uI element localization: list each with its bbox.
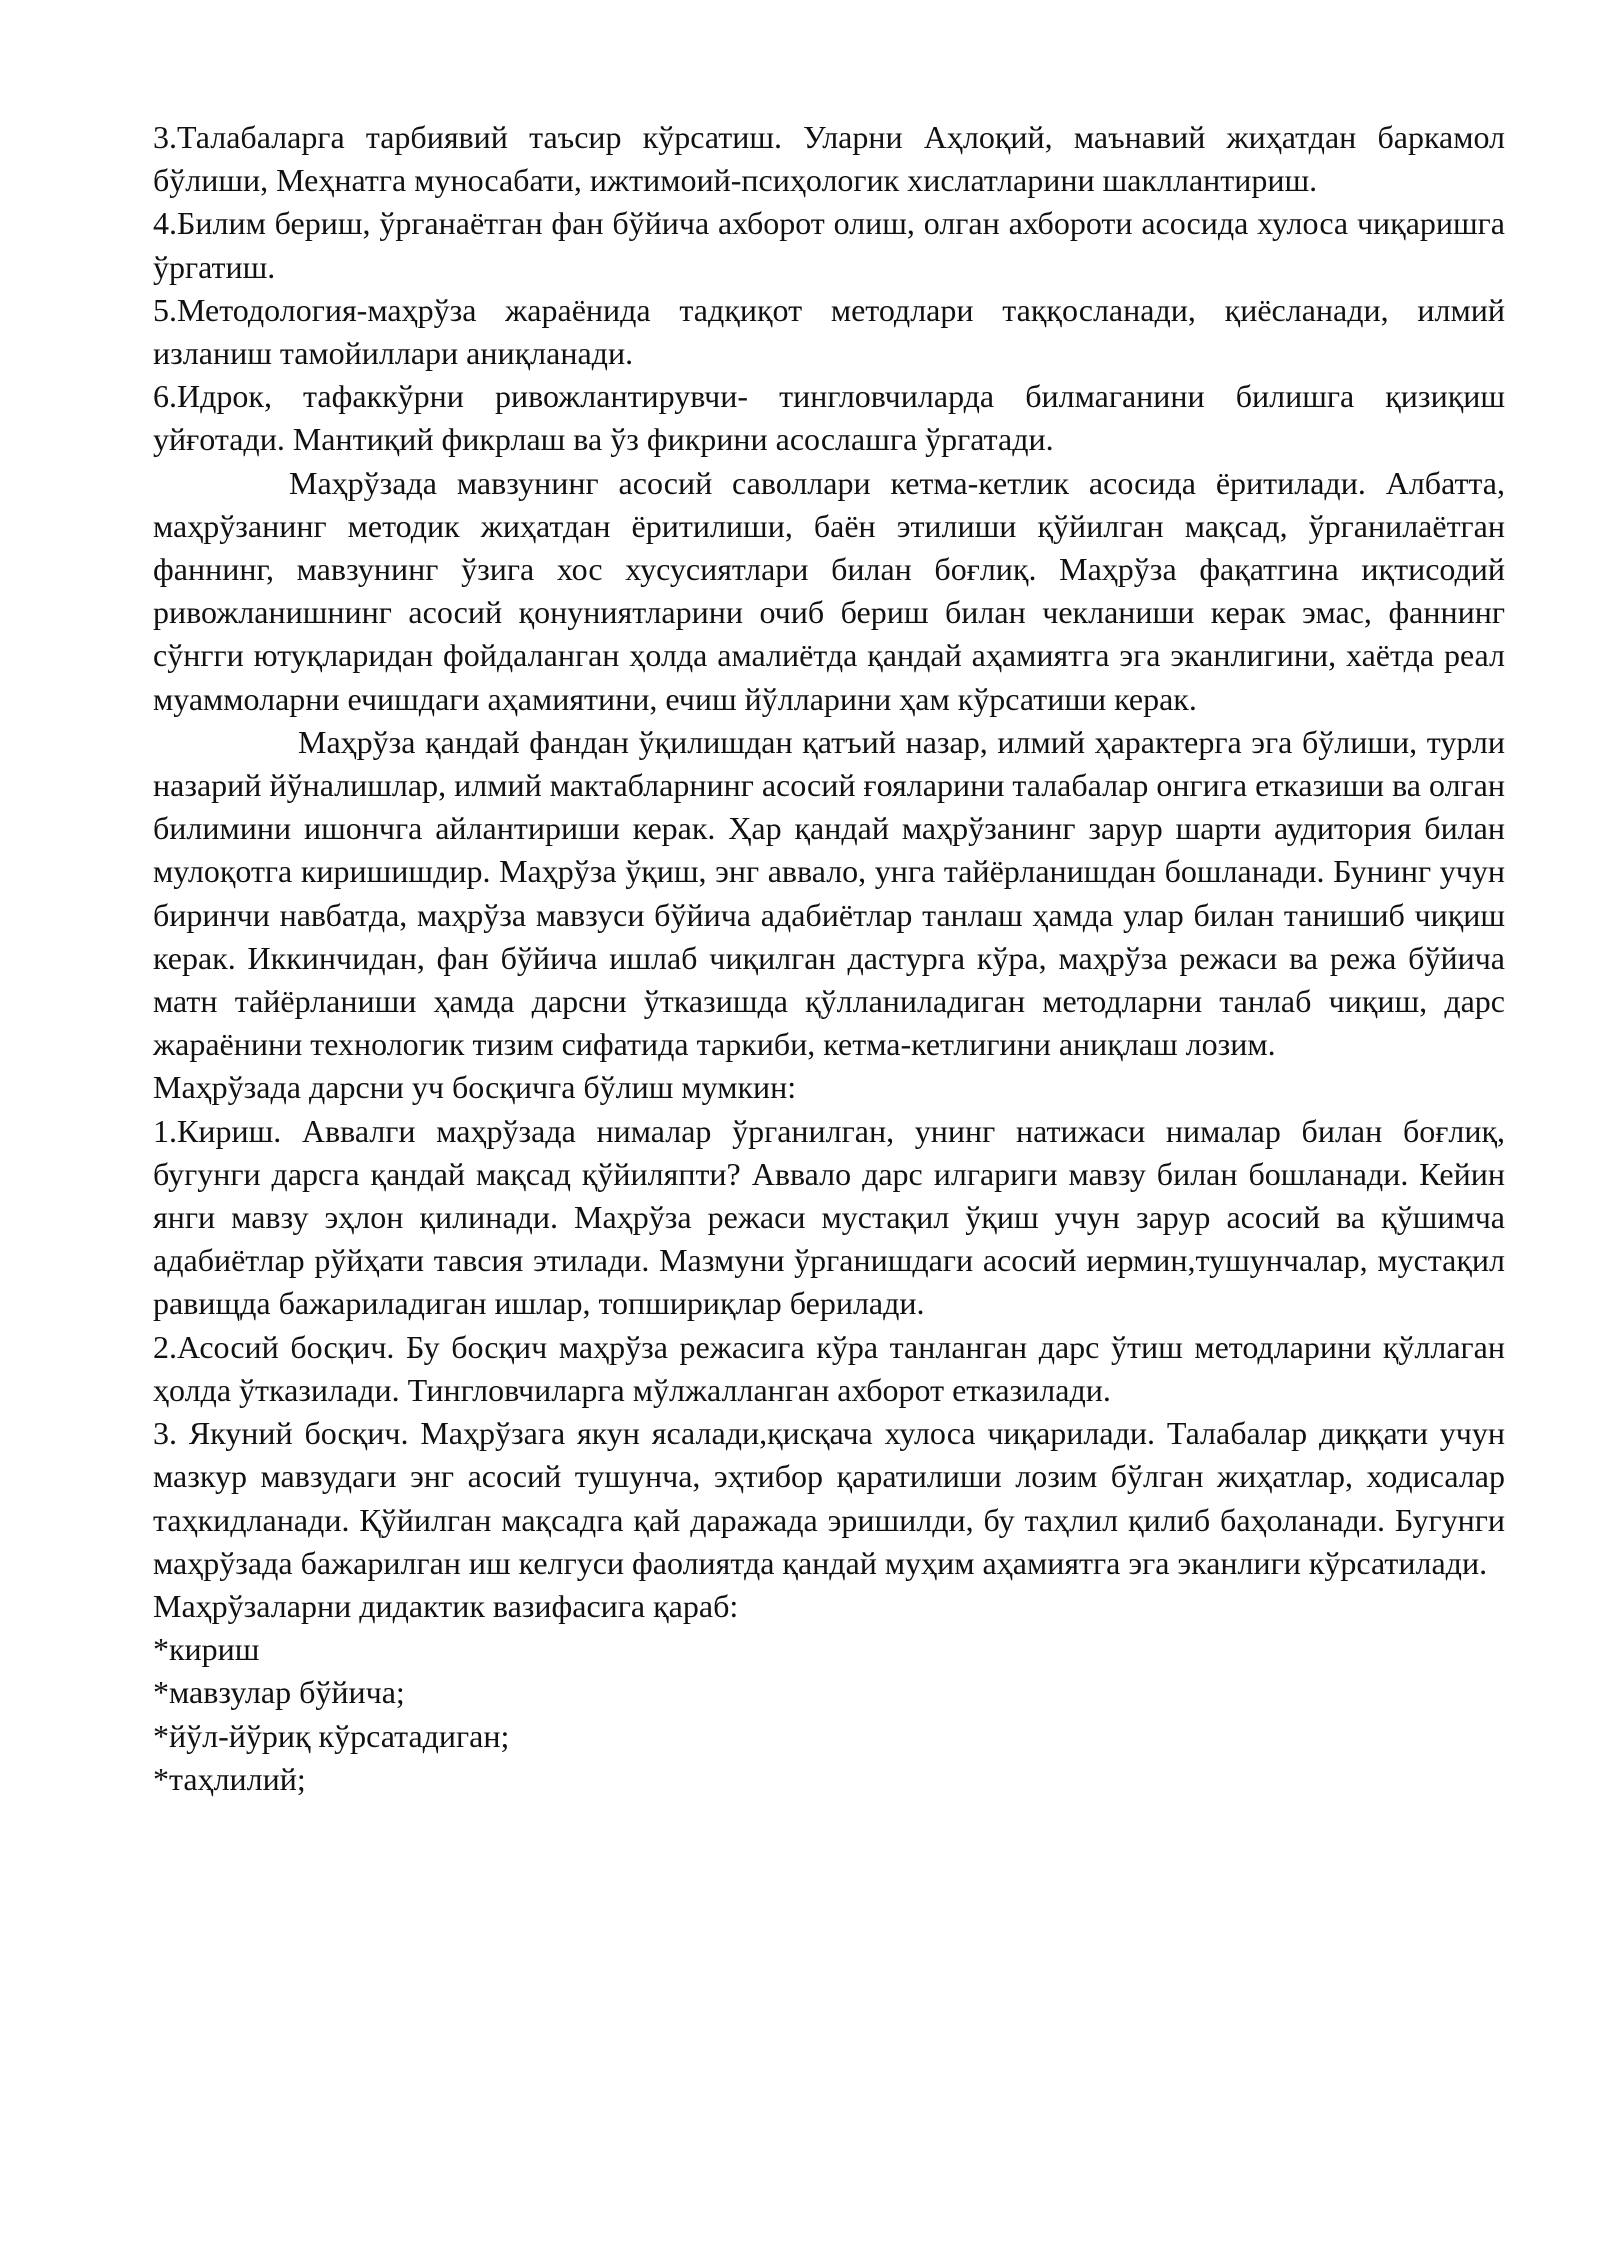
paragraph-stage-1: 1.Кириш. Аввалги маҳрўзада нималар ўрганилган, унинг натижаси нималар билан боғлиқ, бугунги дарсга қандай мақсад қўйиляпти? Аввало дарс илгариги мавзу билан бошланади. Кейин янги мавзу эҳлон қилинади. Маҳрўза режаси мустақил ўқиш учун зарур асосий ва қўшимча адабиётлар рўйҳати тавсия этилади. Мазмуни ўрганишдаги асосий иермин,тушунчалар, мустақил равищда бажариладиган ишлар, топшириқлар берилади. xyxy=(153,1112,1505,1322)
paragraph-stages-intro: Маҳрўзада дарсни уч босқичга бўлиш мумкин: xyxy=(153,1069,797,1106)
paragraph-goal-6: 6.Идрок, тафаккўрни ривожлантирувчи- тингловчиларда билмаганини билишга қизиқиш уйғотади. Мантиқий фикрлаш ва ўз фикрини асослашга ўргатади. xyxy=(153,378,1505,458)
paragraph-stage-2: 2.Асосий босқич. Бу босқич маҳрўза режасига кўра танланган дарс ўтиш методларини қўллаган ҳолда ўтказилади. Тингловчиларга мўлжалланган ахборот етказилади. xyxy=(153,1328,1505,1408)
list-item-guidance: *йўл-йўриқ кўрсатадиган; xyxy=(153,1717,510,1754)
paragraph-goal-3: 3.Талабаларга тарбиявий таъсир кўрсатиш. Уларни Аҳлоқий, маънавий жиҳатдан баркамол бўлиши, Меҳнатга муносабати, ижтимоий-псиҳологик хислатларини шакллантириш. xyxy=(153,119,1505,199)
paragraph-goal-4: 4.Билим бериш, ўрганаётган фан бўйича ахборот олиш, олган ахбороти асосида хулоса чиқаришга ўргатиш. xyxy=(153,205,1505,285)
list-item-analytical: *таҳлилий; xyxy=(153,1760,306,1797)
paragraph-didactic-intro: Маҳрўзаларни дидактик вазифасига қараб: xyxy=(153,1587,739,1624)
paragraph-lecture-topics: Маҳрўзада мавзунинг асосий саволлари кетма-кетлик асосида ёритилади. Албатта, маҳрўзанинг методик жиҳатдан ёритилиши, баён этилиши қўйилган мақсад, ўрганилаётган фаннинг, мавзунинг ўзига хос хусусиятлари билан боғлиқ. Маҳрўза фақатгина иқтисодий ривожланишнинг асосий қонуниятларини очиб бериш билан чекланиши керак эмас, фаннинг сўнгги ютуқларидан фойдаланган ҳолда амалиётда қандай аҳамиятга эга эканлигини, хаётда реал муаммоларни ечишдаги аҳамиятини, ечиш йўлларини ҳам кўрсатиши керак. xyxy=(153,464,1505,717)
paragraph-goal-5: 5.Методология-маҳрўза жараёнида тадқиқот методлари таққосланади, қиёсланади, илмий изланиш тамойиллари аниқланади. xyxy=(153,291,1505,372)
document-page xyxy=(153,116,1505,1801)
list-item-by-topics: *мавзулар бўйича; xyxy=(153,1674,405,1711)
list-item-introductory: *кириш xyxy=(153,1631,260,1668)
paragraph-stage-3: 3. Якуний босқич. Маҳрўзага якун ясалади,қисқача хулоса чиқарилади. Талабалар диққати учун мазкур мавзудаги энг асосий тушунча, эҳтибор қаратилиши лозим бўлган жиҳатлар, ходисалар таҳкидланади. Қўйилган мақсадга қай даражада эришилди, бу таҳлил қилиб баҳоланади. Бугунги маҳрўзада бажарилган иш келгуси фаолиятда қандай муҳим аҳамиятга эга эканлиги кўрсатилади. xyxy=(153,1415,1505,1581)
paragraph-lecture-requirements: Маҳрўза қандай фандан ўқилишдан қатъий назар, илмий ҳарактерга эга бўлиши, турли назарий йўналишлар, илмий мактабларнинг асосий ғояларини талабалар онгига етказиши ва олган билимини ишончга айлантириши керак. Ҳар қандай маҳрўзанинг зарур шарти аудитория билан мулоқотга киришишдир. Маҳрўза ўқиш, энг аввало, унга тайёрланишдан бошланади. Бунинг учун биринчи навбатда, маҳрўза мавзуси бўйича адабиётлар танлаш ҳамда улар билан танишиб чиқиш керак. Иккинчидан, фан бўйича ишлаб чиқилган дастурга кўра, маҳрўза режаси ва режа бўйича матн тайёрланиши ҳамда дарсни ўтказишда қўлланиладиган методларни танлаб чиқиш, дарс жараёнини технологик тизим сифатида таркиби, кетма-кетлигини аниқлаш лозим. xyxy=(153,723,1505,1063)
